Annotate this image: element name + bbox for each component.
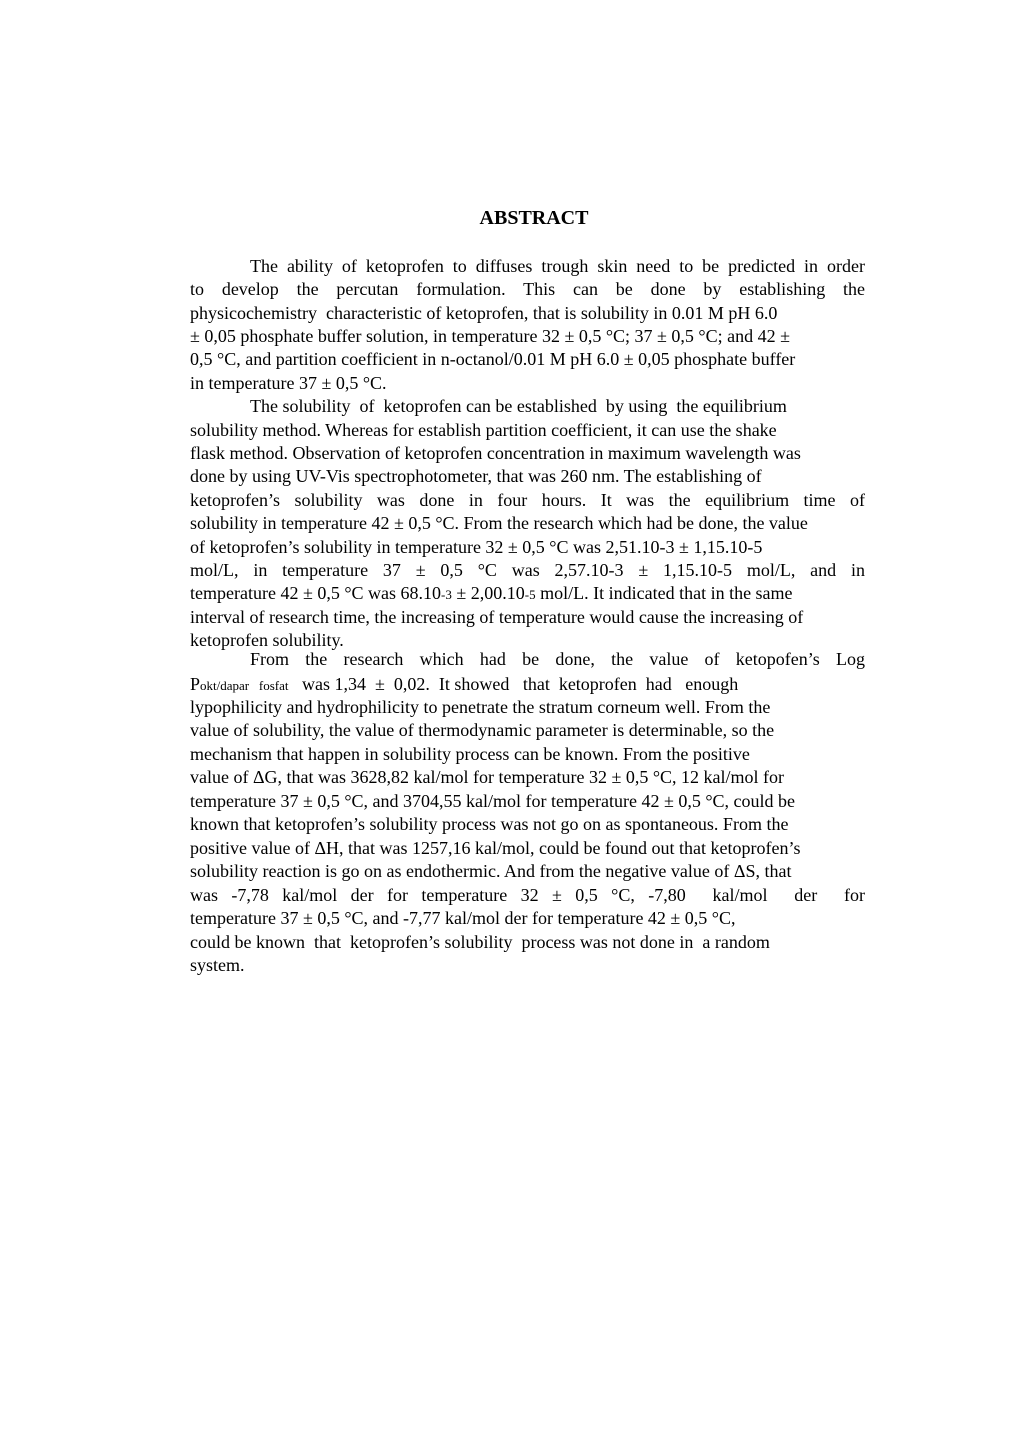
p3-line-12: temperature 37 ± 0,5 °C, and -7,77 kal/mol der for temperature 42 ± 0,5 °C, (190, 908, 736, 928)
p2-line-9-start: temperature 42 ± 0,5 °C was 68.10 (190, 583, 442, 603)
p1-line-2: to develop the percutan formulation. This can be done by establishing the (190, 279, 865, 299)
p1-line-5: 0,5 °C, and partition coefficient in n-octanol/0.01 M pH 6.0 ± 0,05 phosphate buffer (190, 349, 796, 369)
p3-line-10: solubility reaction is go on as endothermic. And from the negative value of ΔS, that (190, 861, 792, 881)
p3-line-13: could be known that ketoprofen’s solubility process was not done in a random (190, 932, 770, 952)
p2-line-2: solubility method. Whereas for establish partition coefficient, it can use the shake (190, 420, 777, 440)
p2-line-5: ketoprofen’s solubility was done in four hours. It was the equilibrium time of (190, 490, 865, 510)
p2-line-9-mid: ± 2,00.10 (451, 583, 525, 603)
p1-line-6: in temperature 37 ± 0,5 °C. (190, 373, 387, 393)
p3-line-8: known that ketoprofen’s solubility process was not go on as spontaneous. From the (190, 814, 789, 834)
p3-line-11: was -7,78 kal/mol der for temperature 32 ± 0,5 °C, -7,80 kal/mol der for (190, 885, 865, 905)
p2-line-10: interval of research time, the increasing of temperature would cause the increasing of (190, 607, 804, 627)
p3-line-4: value of solubility, the value of thermodynamic parameter is determinable, so the (190, 720, 775, 740)
p3-line-3: lypophilicity and hydrophilicity to penetrate the stratum corneum well. From the (190, 697, 771, 717)
log-p-subscript: okt/dapar fosfat (200, 678, 289, 693)
log-p-letter: P (190, 674, 201, 694)
log-p-rest: was 1,34 ± 0,02. It showed that ketoprofen had enough (288, 674, 739, 694)
p1-line-3: physicochemistry characteristic of ketoprofen, that is solubility in 0.01 M pH 6.0 (190, 303, 778, 323)
p3-line-14: system. (190, 955, 245, 975)
log-p-line (190, 673, 738, 697)
p2-line-9-exp2: -5 (524, 587, 536, 602)
p2-line-8: mol/L, in temperature 37 ± 0,5 °C was 2,57.10-3 ± 1,15.10-5 mol/L, and in (190, 560, 865, 580)
p3-line-1: From the research which had be done, the value of ketopofen’s Log (250, 649, 865, 669)
p2-line-1: The solubility of ketoprofen can be established by using the equilibrium (250, 396, 787, 416)
p2-line-11: ketoprofen solubility. (190, 630, 344, 650)
p3-line-7: temperature 37 ± 0,5 °C, and 3704,55 kal/mol for temperature 42 ± 0,5 °C, could be (190, 791, 796, 811)
p2-line-9-end: mol/L. It indicated that in the same (535, 583, 793, 603)
p3-line-5: mechanism that happen in solubility process can be known. From the positive (190, 744, 750, 764)
p2-line-9 (190, 582, 793, 605)
p1-line-1: The ability of ketoprofen to diffuses trough skin need to be predicted in order (250, 256, 865, 276)
p2-line-9-exp1: -3 (441, 587, 452, 602)
p3-line-9: positive value of ΔH, that was 1257,16 kal/mol, could be found out that ketoprofen’s (190, 838, 801, 858)
p2-line-7: of ketoprofen’s solubility in temperature 32 ± 0,5 °C was 2,51.10-3 ± 1,15.10-5 (190, 537, 763, 557)
p1-line-4: ± 0,05 phosphate buffer solution, in temperature 32 ± 0,5 °C; 37 ± 0,5 °C; and 42 ± (190, 326, 791, 346)
p2-line-4: done by using UV-Vis spectrophotometer, that was 260 nm. The establishing of (190, 466, 762, 486)
p2-line-6: solubility in temperature 42 ± 0,5 °C. From the research which had be done, the value (190, 513, 808, 533)
abstract-title: ABSTRACT (479, 207, 589, 229)
p2-line-3: flask method. Observation of ketoprofen concentration in maximum wavelength was (190, 443, 801, 463)
p3-line-6: value of ΔG, that was 3628,82 kal/mol for temperature 32 ± 0,5 °C, 12 kal/mol for (190, 767, 785, 787)
